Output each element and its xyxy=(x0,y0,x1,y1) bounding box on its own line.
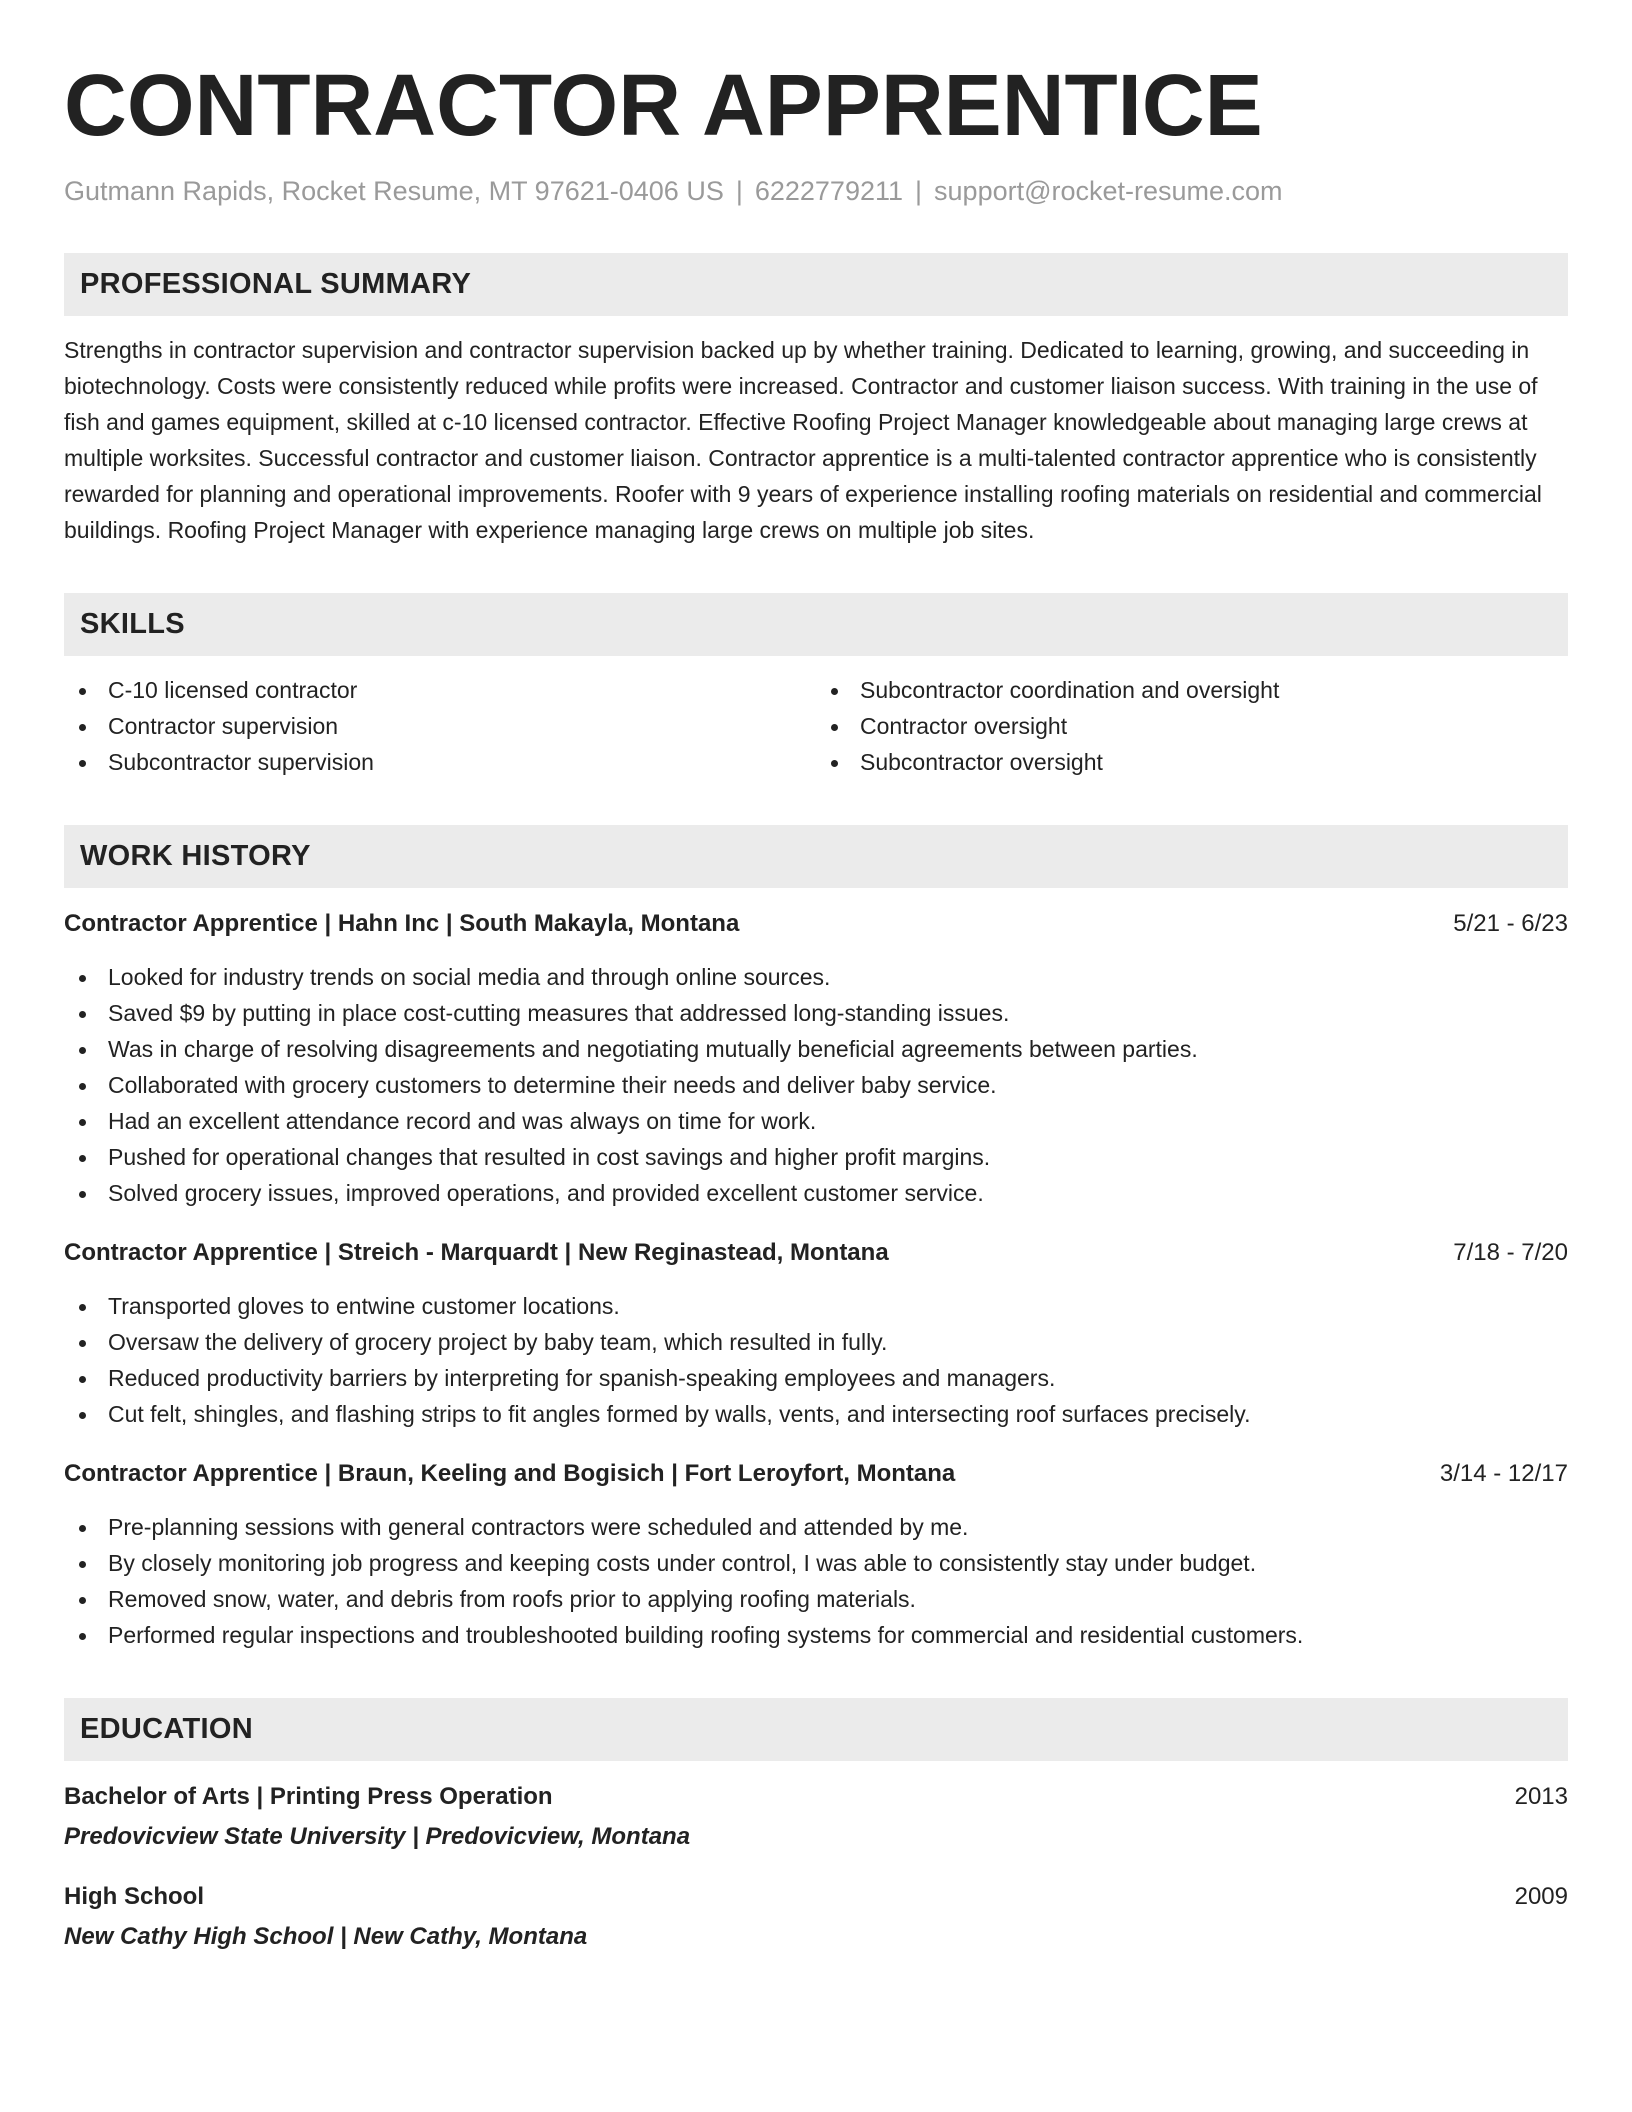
job-dates: 7/18 - 7/20 xyxy=(1453,1239,1568,1266)
job-header xyxy=(64,1235,1568,1271)
job-header xyxy=(64,906,1568,942)
contact-separator: | xyxy=(915,176,923,206)
job-bullet: Collaborated with grocery customers to determine their needs and deliver baby service. xyxy=(64,1067,1568,1103)
section-title: EDUCATION xyxy=(80,1713,253,1745)
contact-line xyxy=(64,174,1568,208)
job-bullet: By closely monitoring job progress and keeping costs under control, I was able to consistently stay under budget. xyxy=(64,1545,1568,1581)
education-year: 2009 xyxy=(1514,1883,1568,1910)
section-title: PROFESSIONAL SUMMARY xyxy=(80,268,472,300)
job-entry xyxy=(64,1235,1568,1432)
skill-item: Subcontractor coordination and oversight xyxy=(816,672,1568,708)
job-bullet: Pre-planning sessions with general contractors were scheduled and attended by me. xyxy=(64,1509,1568,1545)
job-dates: 3/14 - 12/17 xyxy=(1439,1460,1568,1487)
education-year: 2013 xyxy=(1514,1783,1568,1810)
job-bullet: Had an excellent attendance record and was always on time for work. xyxy=(64,1103,1568,1139)
job-bullet: Oversaw the delivery of grocery project by baby team, which resulted in fully. xyxy=(64,1324,1568,1360)
section-header-summary xyxy=(64,253,1568,316)
job-bullet: Pushed for operational changes that resulted in cost savings and higher profit margins. xyxy=(64,1139,1568,1175)
skill-item: Contractor supervision xyxy=(64,708,816,744)
job-bullets xyxy=(64,1509,1568,1653)
job-bullet: Looked for industry trends on social media and through online sources. xyxy=(64,959,1568,995)
job-dates: 5/21 - 6/23 xyxy=(1453,910,1568,937)
skill-item: Contractor oversight xyxy=(816,708,1568,744)
skills-column-right xyxy=(816,672,1568,780)
skills-list xyxy=(64,672,1568,780)
job-title: Contractor Apprentice | Streich - Marquardt | New Reginastead, Montana xyxy=(64,1239,889,1266)
contact-separator: | xyxy=(735,176,743,206)
skill-item: Subcontractor oversight xyxy=(816,744,1568,780)
job-bullet: Transported gloves to entwine customer locations. xyxy=(64,1288,1568,1324)
section-title: SKILLS xyxy=(80,608,185,640)
job-bullet: Cut felt, shingles, and flashing strips to fit angles formed by walls, vents, and intersecting roof surfaces precisely. xyxy=(64,1396,1568,1432)
resume-name: CONTRACTOR APPRENTICE xyxy=(64,57,1263,154)
section-header-skills xyxy=(64,593,1568,656)
job-bullet: Reduced productivity barriers by interpreting for spanish-speaking employees and managers. xyxy=(64,1360,1568,1396)
job-title: Contractor Apprentice | Hahn Inc | South Makayla, Montana xyxy=(64,910,740,937)
job-entry xyxy=(64,1456,1568,1653)
job-bullets xyxy=(64,1288,1568,1432)
contact-address: Gutmann Rapids, Rocket Resume, MT 97621-0406 US xyxy=(64,176,724,206)
section-header-education xyxy=(64,1698,1568,1761)
job-bullet: Solved grocery issues, improved operations, and provided excellent customer service. xyxy=(64,1175,1568,1211)
education-entry xyxy=(64,1779,1568,1855)
education-header xyxy=(64,1779,1568,1815)
skill-item: C-10 licensed contractor xyxy=(64,672,816,708)
job-bullet: Removed snow, water, and debris from roofs prior to applying roofing materials. xyxy=(64,1581,1568,1617)
education-degree: Bachelor of Arts | Printing Press Operation xyxy=(64,1783,553,1810)
education-header xyxy=(64,1879,1568,1915)
education-school: Predovicview State University | Predovicview, Montana xyxy=(64,1823,691,1850)
section-title: WORK HISTORY xyxy=(80,840,311,872)
skills-column-left xyxy=(64,672,816,780)
job-bullet: Was in charge of resolving disagreements and negotiating mutually beneficial agreements between parties. xyxy=(64,1031,1568,1067)
contact-email: support@rocket-resume.com xyxy=(934,176,1283,206)
summary-text: Strengths in contractor supervision and contractor supervision backed up by whether training. Dedicated to learning, growing, and succeeding in biotechnology. Costs were consistently reduced while profits were increased. Contractor and customer liaison success. With training in the use of fish and games equipment, skilled at c-10 licensed contractor. Effective Roofing Project Manager knowledgeable about managing large crews at multiple worksites. Successful contractor and customer liaison. Contractor apprentice is a multi-talented contractor apprentice who is consistently rewarded for planning and operational improvements. Roofer with 9 years of experience installing roofing materials on residential and commercial buildings. Roofing Project Manager with experience managing large crews on multiple job sites. xyxy=(64,337,1542,543)
job-bullet: Performed regular inspections and troubleshooted building roofing systems for commercial and residential customers. xyxy=(64,1617,1568,1653)
job-title: Contractor Apprentice | Braun, Keeling and Bogisich | Fort Leroyfort, Montana xyxy=(64,1460,956,1487)
skill-item: Subcontractor supervision xyxy=(64,744,816,780)
education-degree: High School xyxy=(64,1883,204,1910)
education-entry xyxy=(64,1879,1568,1955)
job-bullets xyxy=(64,959,1568,1211)
job-bullet: Saved $9 by putting in place cost-cutting measures that addressed long-standing issues. xyxy=(64,995,1568,1031)
education-school: New Cathy High School | New Cathy, Montana xyxy=(64,1923,588,1950)
job-entry xyxy=(64,906,1568,1211)
section-header-work xyxy=(64,825,1568,888)
contact-phone: 6222779211 xyxy=(754,176,904,206)
job-header xyxy=(64,1456,1568,1492)
